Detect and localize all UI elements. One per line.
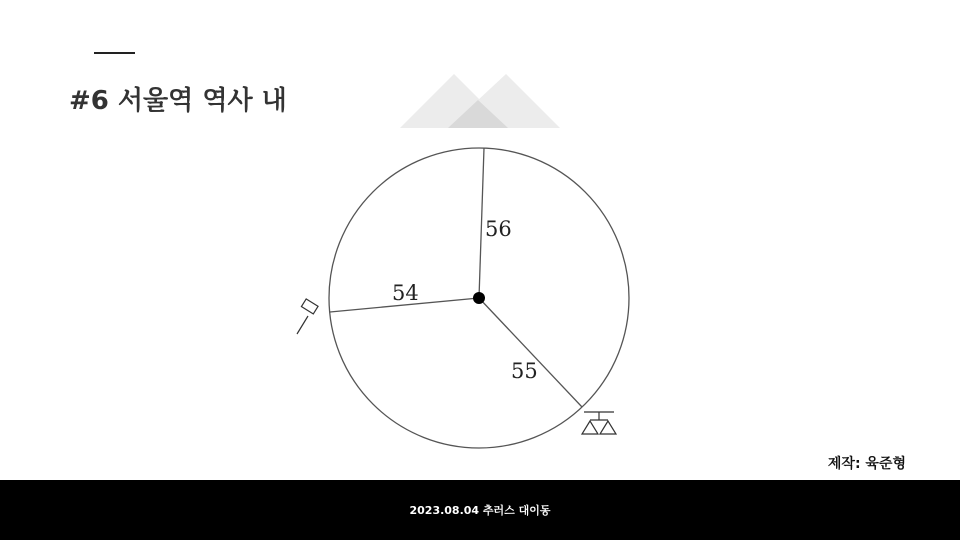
segment-line-top: [479, 148, 484, 298]
center-dot: [473, 292, 485, 304]
scale-icon: [582, 412, 616, 434]
credit-text: 제작: 육준형: [827, 456, 906, 472]
segment-label-left: 54: [392, 281, 419, 305]
hammer-icon: [297, 299, 318, 334]
page-title: #6 서울역 역사 내: [69, 86, 287, 116]
segment-line-lower-right: [479, 298, 582, 407]
footer-bar: [0, 480, 960, 540]
footer-text: 2023.08.04 추러스 대이동: [409, 504, 551, 517]
segment-label-lower-right: 55: [511, 359, 538, 383]
segment-label-top: 56: [485, 217, 512, 241]
